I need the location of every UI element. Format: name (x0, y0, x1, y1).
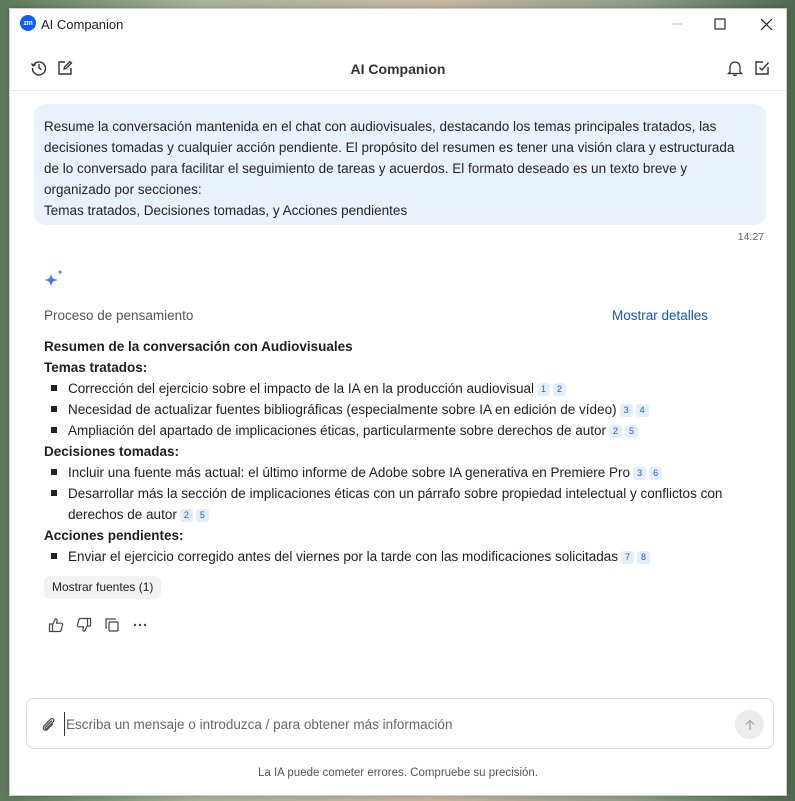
toolbar (10, 47, 786, 91)
tasks-button[interactable] (751, 57, 773, 79)
citation-badge[interactable]: 2 (180, 509, 193, 522)
more-icon (132, 617, 148, 633)
citation-badge[interactable]: 7 (621, 551, 634, 564)
app-window (9, 8, 787, 796)
citation-badge[interactable]: 2 (553, 383, 566, 396)
list-item-text: Corrección del ejercicio sobre el impacto de la IA en la producción audiovisual (68, 381, 535, 396)
list-item (44, 462, 744, 483)
response-title: Resumen de la conversación con Audiovisuales (44, 339, 353, 354)
minimize-icon (671, 18, 683, 30)
thumbs-down-icon (76, 617, 92, 633)
thumbs-down-button[interactable] (74, 615, 94, 635)
thumbs-up-button[interactable] (46, 615, 66, 635)
citation-badge[interactable]: 3 (620, 404, 633, 417)
citation-badge[interactable]: 5 (196, 509, 209, 522)
citation-badge[interactable]: 8 (637, 551, 650, 564)
close-icon (760, 18, 773, 31)
thinking-process-label: Proceso de pensamiento (44, 308, 194, 323)
user-message-line: Temas tratados, Decisiones tomadas, y Acciones pendientes (44, 203, 408, 218)
user-message-line: organizado por secciones: (44, 182, 202, 197)
maximize-icon (714, 18, 726, 30)
list-item-text: Incluir una fuente más actual: el último informe de Adobe sobre IA generativa en Premiere Pro (68, 465, 631, 480)
list-item (44, 483, 744, 525)
ai-sparkle-icon (40, 267, 66, 293)
user-message-bubble (34, 104, 766, 225)
section-list (44, 462, 744, 525)
copy-button[interactable] (102, 615, 122, 635)
ai-disclaimer: La IA puede cometer errores. Compruebe su precisión. (258, 767, 538, 779)
maximize-button[interactable] (700, 13, 740, 35)
user-message-line: decisiones tomadas y cualquier acción pendiente. El propósito del resumen es tener una visión clara y estructurada (44, 140, 735, 155)
list-item (44, 546, 744, 567)
user-message-line: Resume la conversación mantenida en el chat con audiovisuales, destacando los temas principales tratados, las (44, 119, 717, 134)
ai-response-body (44, 336, 744, 567)
message-input[interactable] (64, 712, 724, 736)
citation-badge[interactable]: 6 (649, 467, 662, 480)
arrow-up-icon (744, 719, 756, 731)
show-details-link[interactable]: Mostrar detalles (612, 308, 709, 323)
list-item-text: Ampliación del apartado de implicaciones éticas, particularmente sobre derechos de autor (68, 423, 607, 438)
window-title: AI Companion (41, 17, 124, 32)
send-button[interactable] (735, 710, 764, 739)
show-sources-button[interactable]: Mostrar fuentes (1) (44, 576, 161, 599)
attach-button[interactable] (39, 714, 57, 734)
message-timestamp: 14:27 (737, 231, 764, 243)
minimize-button[interactable] (657, 13, 697, 35)
section-list (44, 378, 744, 441)
message-composer (26, 698, 774, 749)
citation-badge[interactable]: 5 (625, 425, 638, 438)
close-button[interactable] (746, 13, 786, 35)
zoom-logo-icon: zm (20, 15, 36, 31)
list-item (44, 378, 744, 399)
list-item (44, 399, 744, 420)
citation-badge[interactable]: 2 (609, 425, 622, 438)
citation-badge[interactable]: 4 (636, 404, 649, 417)
page-title: AI Companion (350, 61, 446, 77)
list-item-text: Necesidad de actualizar fuentes bibliográficas (especialmente sobre IA en edición de vídeo) (68, 402, 617, 417)
notifications-button[interactable] (724, 57, 746, 79)
bell-icon (726, 59, 744, 77)
list-item-text: Desarrollar más la sección de implicaciones éticas con un párrafo sobre propiedad intelectual y conflictos con derechos de autor (68, 486, 723, 522)
paperclip-icon (40, 715, 56, 733)
list-item (44, 420, 744, 441)
section-heading: Acciones pendientes: (44, 528, 184, 543)
list-item-text: Enviar el ejercicio corregido antes del viernes por la tarde con las modificaciones solicitadas (68, 549, 619, 564)
section-list (44, 546, 744, 567)
tasks-icon (753, 59, 771, 77)
section-heading: Temas tratados: (44, 360, 148, 375)
section-heading: Decisiones tomadas: (44, 444, 180, 459)
copy-icon (104, 617, 120, 633)
citation-badge[interactable]: 3 (633, 467, 646, 480)
user-message-line: de lo conversado para facilitar el seguimiento de tareas y acuerdos. El formato deseado es un texto breve y (44, 161, 688, 176)
more-options-button[interactable] (130, 615, 150, 635)
thumbs-up-icon (48, 617, 64, 633)
citation-badge[interactable]: 1 (537, 383, 550, 396)
title-bar (10, 9, 786, 39)
